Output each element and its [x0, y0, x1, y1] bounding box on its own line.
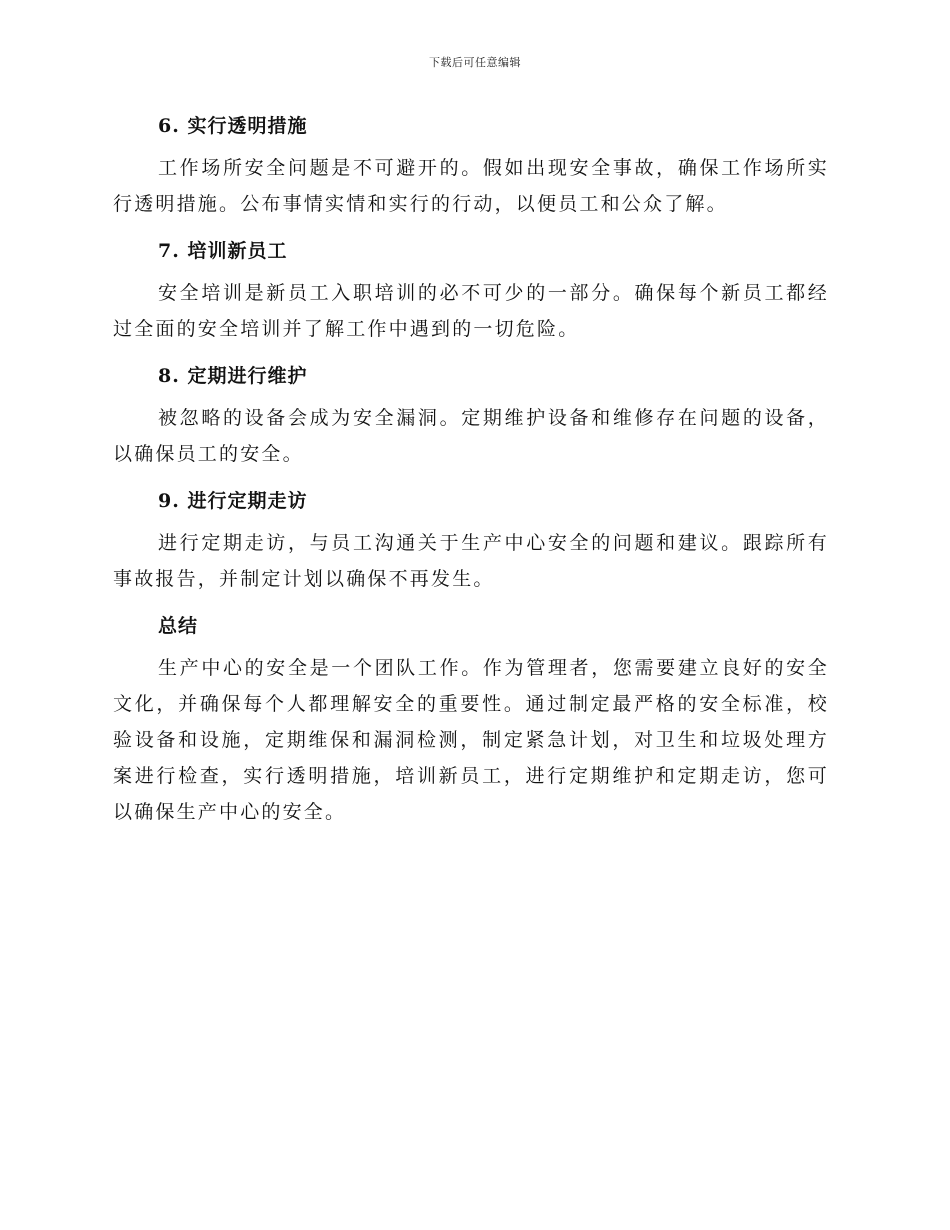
document-body: [113, 108, 829, 841]
section-paragraph: 工作场所安全问题是不可避开的。假如出现安全事故，确保工作场所实行透明措施。公布事情实情和实行的行动，以便员工和公众了解。: [113, 157, 829, 215]
section-heading: 6. 实行透明措施: [158, 115, 308, 137]
section-paragraph: 安全培训是新员工入职培训的必不可少的一部分。确保每个新员工都经过全面的安全培训并了解工作中遇到的一切危险。: [113, 282, 829, 340]
section-summary: [113, 608, 829, 830]
section-heading: 8. 定期进行维护: [158, 365, 308, 387]
section-heading: 总结: [158, 615, 199, 637]
page-header: 下载后可任意编辑: [429, 56, 521, 69]
section-training: [113, 233, 829, 347]
section-heading: 9. 进行定期走访: [158, 490, 308, 512]
section-maintenance: [113, 358, 829, 472]
section-visits: [113, 483, 829, 597]
section-transparency: [113, 108, 829, 222]
section-heading: 7. 培训新员工: [158, 240, 288, 262]
section-paragraph: 进行定期走访，与员工沟通关于生产中心安全的问题和建议。跟踪所有事故报告，并制定计划以确保不再发生。: [113, 532, 829, 590]
section-paragraph: 被忽略的设备会成为安全漏洞。定期维护设备和维修存在问题的设备，以确保员工的安全。: [113, 407, 829, 465]
section-paragraph: 生产中心的安全是一个团队工作。作为管理者，您需要建立良好的安全文化，并确保每个人都理解安全的重要性。通过制定最严格的安全标准，校验设备和设施，定期维保和漏洞检测，制定紧急计划，对卫生和垃圾处理方案进行检查，实行透明措施，培训新员工，进行定期维护和定期走访，您可以确保生产中心的安全。: [113, 657, 829, 823]
